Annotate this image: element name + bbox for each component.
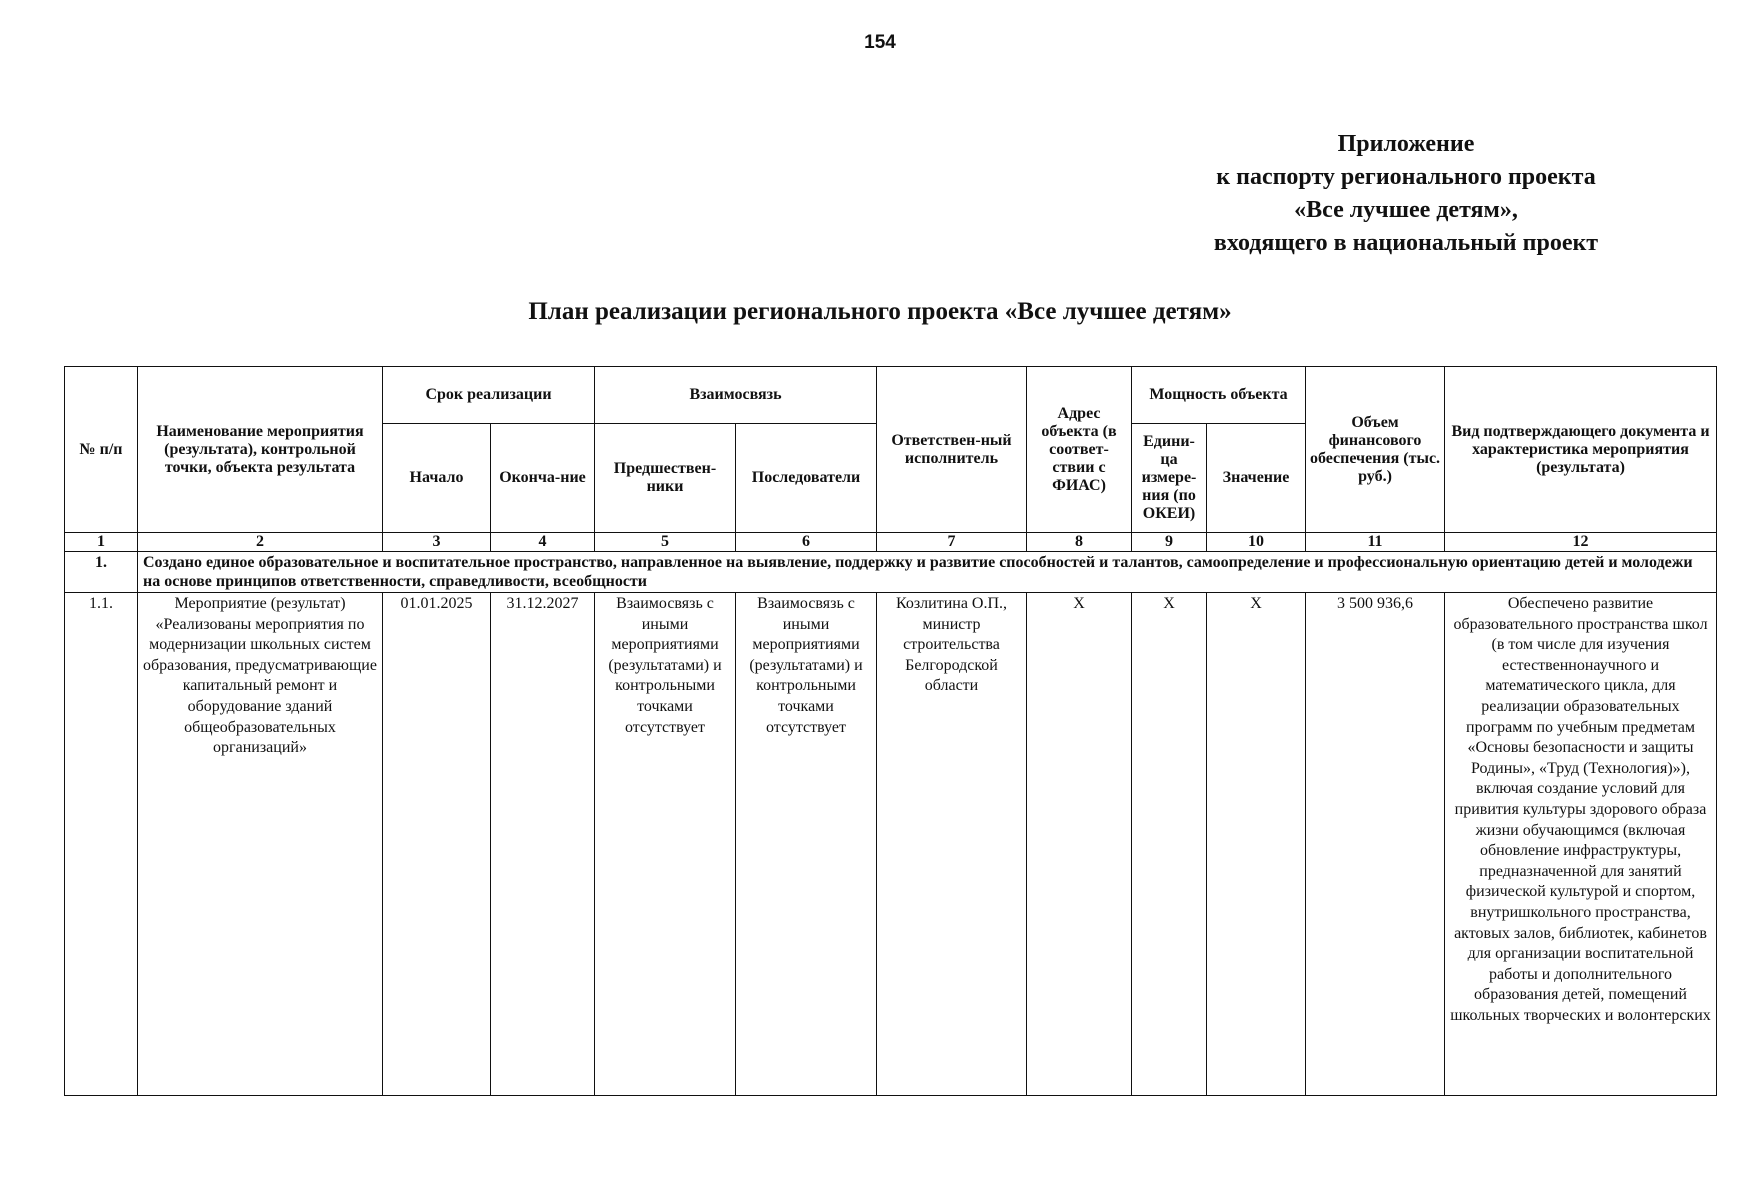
column-number: 1 bbox=[65, 533, 138, 552]
row-successors: Взаимосвязь с иными мероприятиями (результатами) и контрольными точками отсутствует bbox=[736, 593, 877, 1096]
header-successors: Последователи bbox=[736, 424, 877, 533]
appendix-line-4: входящего в национальный проект bbox=[1213, 230, 1599, 256]
row-document-text: Обеспечено развитие образовательного пространства школ (в том числе для изучения естественнонаучного и математического цикла, для реализации образовательных программ по учебным предметам «Основы безопасности и защиты Родины», «Труд (Технология)»), включая создание условий для привития культуры здорового образа жизни обучающимся (включая обновление инфраструктуры, предназначенной для занятий физической культурой и спортом, внутришкольного пространства, актовых залов, библиотек, кабинетов для организации воспитательной работы и дополнительного образования детей, помещений школьных творческих и волонтерских bbox=[1450, 595, 1711, 1024]
column-number: 9 bbox=[1132, 533, 1207, 552]
row-address: X bbox=[1027, 593, 1132, 1096]
section-text: Создано единое образовательное и воспитательное пространство, направленное на выявление, поддержку и развитие способностей и талантов, самоопределение и профессиональную ориентацию детей и молодежи на основе принципов ответственности, справедливости, всеобщности bbox=[138, 552, 1717, 593]
plan-table bbox=[64, 366, 1717, 1096]
header-num: № п/п bbox=[65, 367, 138, 533]
header-value: Значение bbox=[1207, 424, 1306, 533]
row-end: 31.12.2027 bbox=[491, 593, 595, 1096]
column-number: 6 bbox=[736, 533, 877, 552]
plan-title: План реализации регионального проекта «Все лучшее детям» bbox=[528, 298, 1232, 325]
section-row bbox=[65, 552, 1717, 593]
row-unit: X bbox=[1132, 593, 1207, 1096]
appendix-heading bbox=[1146, 128, 1666, 260]
column-number: 3 bbox=[383, 533, 491, 552]
row-predecessors: Взаимосвязь с иными мероприятиями (результатами) и контрольными точками отсутствует bbox=[595, 593, 736, 1096]
header-address: Адрес объекта (в соответ-ствии с ФИАС) bbox=[1027, 367, 1132, 533]
row-number: 1.1. bbox=[65, 593, 138, 1096]
header-predecessors: Предшествен-ники bbox=[595, 424, 736, 533]
section-number: 1. bbox=[65, 552, 138, 593]
page-number: 154 bbox=[864, 32, 896, 53]
header-capacity: Мощность объекта bbox=[1132, 367, 1306, 424]
header-name: Наименование мероприятия (результата), контрольной точки, объекта результата bbox=[138, 367, 383, 533]
column-number: 5 bbox=[595, 533, 736, 552]
row-document bbox=[1445, 593, 1717, 1096]
column-number: 12 bbox=[1445, 533, 1717, 552]
appendix-line-1: Приложение bbox=[1337, 131, 1475, 157]
header-end: Оконча-ние bbox=[491, 424, 595, 533]
header-funding: Объем финансового обеспечения (тыс. руб.) bbox=[1306, 367, 1445, 533]
column-number: 4 bbox=[491, 533, 595, 552]
row-name bbox=[138, 593, 383, 1096]
table-row bbox=[65, 593, 1717, 1096]
header-start: Начало bbox=[383, 424, 491, 533]
column-number: 10 bbox=[1207, 533, 1306, 552]
appendix-line-2: к паспорту регионального проекта bbox=[1216, 164, 1596, 190]
column-number: 2 bbox=[138, 533, 383, 552]
header-relation: Взаимосвязь bbox=[595, 367, 877, 424]
column-number: 8 bbox=[1027, 533, 1132, 552]
row-responsible: Козлитина О.П., министр строительства Белгородской области bbox=[877, 593, 1027, 1096]
row-value: X bbox=[1207, 593, 1306, 1096]
column-number: 7 bbox=[877, 533, 1027, 552]
row-start: 01.01.2025 bbox=[383, 593, 491, 1096]
header-unit: Едини-ца измере-ния (по ОКЕИ) bbox=[1132, 424, 1207, 533]
header-responsible: Ответствен-ный исполнитель bbox=[877, 367, 1027, 533]
column-numbers-row bbox=[65, 533, 1717, 552]
header-period: Срок реализации bbox=[383, 367, 595, 424]
header-row-1 bbox=[65, 367, 1717, 424]
row-funding: 3 500 936,6 bbox=[1306, 593, 1445, 1096]
row-name-text: Мероприятие (результат) «Реализованы мероприятия по модернизации школьных систем образования, предусматривающие капитальный ремонт и оборудование зданий общеобразовательных организаций» bbox=[143, 595, 377, 757]
header-document: Вид подтверждающего документа и характеристика мероприятия (результата) bbox=[1445, 367, 1717, 533]
appendix-line-3: «Все лучшее детям», bbox=[1294, 197, 1518, 223]
column-number: 11 bbox=[1306, 533, 1445, 552]
